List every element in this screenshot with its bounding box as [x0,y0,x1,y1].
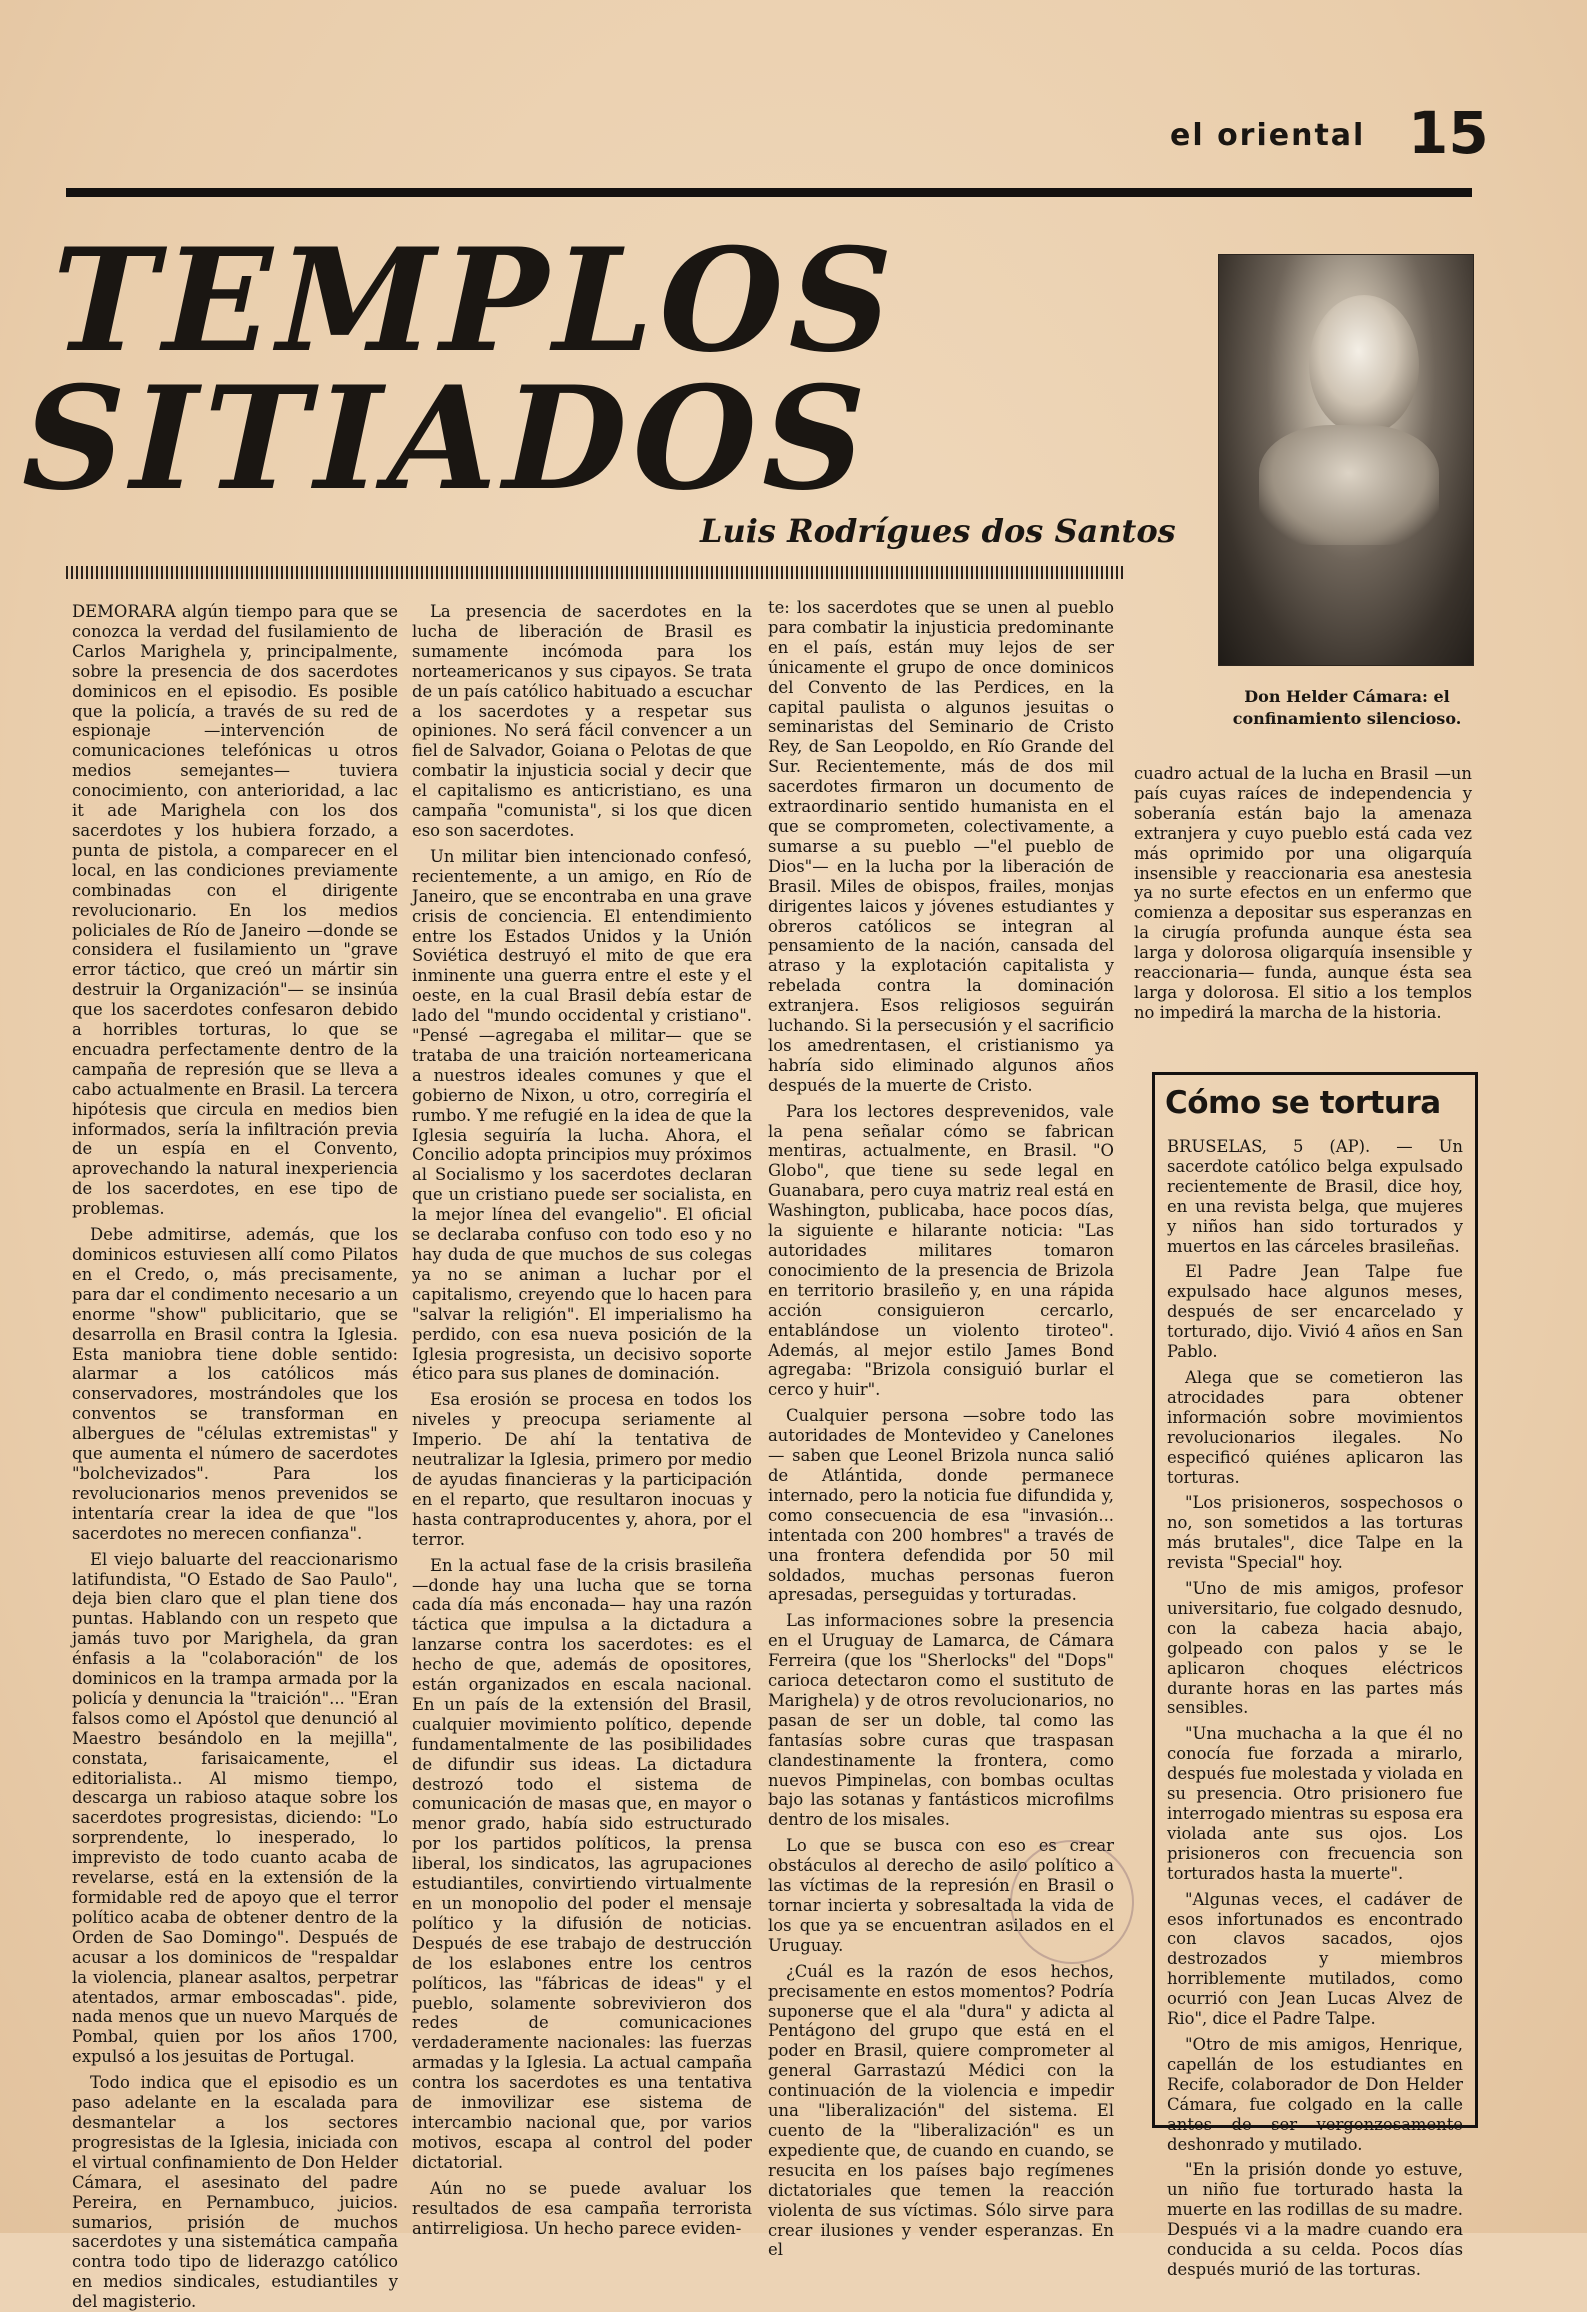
paragraph: Las informaciones sobre la presencia en el Uruguay de Lamarca, de Cámara Ferreira (que los "Sherlocks" del "Dops" carioca detectaron como el sustituto de Marighela) y de otros revolucionarios, no pasan de ser un doble, tal como las fantasías sobre curas que traspasan clandestinamente la frontera, como nuevos Pimpinelas, con bombas ocultas bajo las sotanas y fantásticos microfilms dentro de los misales. [768,1611,1114,1830]
paragraph: "Otro de mis amigos, Henrique, capellán de los estudiantes en Recife, colaborador de Don Helder Cámara, fue colgado en la calle antes de ser vergonzosamente deshonrado y mutilado. [1167,2034,1463,2154]
paragraph: El viejo baluarte del reaccionarismo latifundista, "O Estado de Sao Paulo", deja bien claro que el plan tiene dos puntas. Hablando con un respeto que jamás tuvo por Marighela, da gran énfasis a la "colaboración" de los dominicos en la trampa armada por la policía y denuncia la "traición"... "Eran falsos como el Apóstol que denunció al Maestro besándolo en la mejilla", constata, farisaicamente, el editorialista.. Al mismo tiempo, descarga un rabioso ataque sobre los sacerdotes progresistas, diciendo: "Lo sorprendente, lo inesperado, lo imprevisto de todo cuanto acaba de revelarse, está en la extensión de la formidable red de apoyo que el terror político acaba de obtener dentro de la Orden de Sao Domingo". Después de acusar a los dominicos de "respaldar la violencia, planear asaltos, perpetrar atentados, armar emboscadas". pide, nada menos que un nuevo Marqués de Pombal, quien por los años 1700, expulsó a los jesuitas de Portugal. [72,1549,398,2067]
paragraph: DEMORARA algún tiempo para que se conozca la verdad del fusilamiento de Carlos Marighela y, principalmente, sobre la presencia de dos sacerdotes dominicos en el episodio. Es posible que la policía, a través de su red de espionaje —intervención de comunicaciones telefónicas u otros medios semejantes— tuviera conocimiento, con anterioridad, a lac it ade Marighela con los dos sacerdotes y los hubiera forzado, a punta de pistola, a comparecer en el local, en las condiciones previamente combinadas con el dirigente revolucionario. En los medios policiales de Río de Janeiro —donde se considera el fusilamiento un "grave error táctico, que creó un mártir sin destruir la Organización"— se insinúa que los sacerdotes confesaron debido a horribles torturas, lo que se encuadra perfectamente dentro de la campaña de represión que se lleva a cabo actualmente en Brasil. La tercera hipótesis que circula en medios bien informados, sería la infiltración previa de un espía en el Convento, aprovechando la natural inexperiencia de los sacerdotes, en ese tipo de problemas. [72,602,398,1219]
paragraph: La presencia de sacerdotes en la lucha de liberación de Brasil es sumamente incómoda para los norteamericanos y sus cipayos. Se trata de un país católico habituado a escuchar a los sacerdotes y a respetar sus opiniones. No será fácil convencer a un fiel de Salvador, Goiana o Pelotas de que combatir la injusticia social y decir que el capitalismo es anticristiano, es una campaña "comunista", si los que dicen eso son sacerdotes. [412,602,752,840]
paragraph: Alega que se cometieron las atrocidades para obtener información sobre movimientos revolucionarios ilegales. No especificó quiénes aplicaron las torturas. [1167,1367,1463,1487]
hatched-divider [66,566,1126,579]
sidebar-box [1152,1072,1478,2279]
top-rule [66,188,1472,197]
photo-caption: Don Helder Cámara: el confinamiento silencioso. [1232,687,1462,728]
paragraph: BRUSELAS, 5 (AP). — Un sacerdote católico belga expulsado recientemente de Brasil, dice hoy, en una revista belga, que mujeres y niños han sido torturados y muertos en las cárceles brasileñas. [1167,1137,1463,1256]
byline: Luis Rodrígues dos Santos [700,512,1176,550]
paragraph: Todo indica que el episodio es un paso adelante en la escalada para desmantelar a los sectores progresistas de la Iglesia, iniciada con el virtual confinamiento de Don Helder Cámara, el asesinato del padre Pereira, en Pernambuco, juicios. sumarios, prisión de muchos sacerdotes y una sistemática campaña contra todo tipo de liderazgo católico en medios sindicales, estudiantiles y del magisterio. [72,2073,398,2312]
article-column-4 [1134,764,1472,1024]
paragraph: te: los sacerdotes que se unen al pueblo para combatir la injusticia predominante en el país, están muy lejos de ser únicamente el grupo de once dominicos del Convento de las Perdices, en la capital paulista o algunos jesuitas o seminaristas del Seminario de Cristo Rey, de San Leopoldo, en Río Grande del Sur. Recientemente, más de dos mil sacerdotes firmaron un documento de extraordinario sentido humanista en el que se comprometen, colectivamente, a sumarse a su pueblo —"el pueblo de Dios"— en la lucha por la liberación de Brasil. Miles de obispos, frailes, monjas dirigentes laicos y jóvenes estudiantes y obreros católicos se integran al pensamiento de la nación, cansada del atraso y la explotación capitalista y rebelada contra la dominación extranjera. Esos religiosos seguirán luchando. Si la persecusión y el sacrificio los amedrentasen, el cristianismo ya habría sido eliminado algunos años después de la muerte de Cristo. [768,598,1114,1095]
paragraph: "Los prisioneros, sospechosos o no, son sometidos a las torturas más brutales", dice Talpe en la revista "Special" hoy. [1167,1493,1463,1573]
headline-line-2: SITIADOS [4,356,889,522]
portrait-photo [1218,254,1474,666]
sidebar-body [1167,1137,1463,2279]
paragraph: En la actual fase de la crisis brasileña —donde hay una lucha que se torna cada día más enconada— hay una razón táctica que impulsa a la dictadura a lanzarse contra los sacerdotes: es el hecho de que, además de opositores, están organizados en escala nacional. En un país de la extensión del Brasil, cualquier movimiento político, depende fundamentalmente de las posibilidades de difundir sus ideas. La dictadura destrozó todo el sistema de comunicación de masas que, en mayor o menor grado, había sido estructurado por los partidos políticos, la prensa liberal, los sindicatos, las agrupaciones estudiantiles, convirtiendo virtualmente en un monopolio del poder el mensaje político y la difusión de noticias. Después de ese trabajo de destrucción de los eslabones entre los centros políticos, las "fábricas de ideas" y el pueblo, solamente sobrevivieron dos redes de comunicaciones verdaderamente nacionales: las fuerzas armadas y la Iglesia. La actual campaña contra los sacerdotes es una tentativa de inmovilizar ese sistema de intercambio nacional que, por varios motivos, escapa al control del poder dictatorial. [412,1555,752,2172]
paragraph: "Uno de mis amigos, profesor universitario, fue colgado desnudo, con la cabeza hacia abajo, golpeado con palos y se le aplicaron choques eléctricos durante horas en las partes más sensibles. [1167,1579,1463,1718]
paragraph: Aún no se puede avaluar los resultados de esa campaña terrorista antirreligiosa. Un hecho parece eviden- [412,2178,752,2238]
paragraph: Para los lectores desprevenidos, vale la pena señalar cómo se fabrican mentiras, actualmente, en Brasil. "O Globo", que tiene su sede legal en Guanabara, pero cuya matriz real está en Washington, publicaba, hace pocos días, la siguiente e hilarante noticia: "Las autoridades militares tomaron conocimiento de la presencia de Brizola en territorio brasileño y, en una rápida acción consiguieron cercarlo, entablándose un violento tiroteo". Además, al mejor estilo James Bond agregaba: "Brizola consiguió burlar el cerco y huir". [768,1101,1114,1400]
paragraph: ¿Cuál es la razón de esos hechos, precisamente en estos momentos? Podría suponerse que el ala "dura" y adicta al Pentágono del grupo que está en el poder en Brasil, quiere comprometer al general Garrastazú Médici con la continuación de la violencia e impedir una "liberalización" del sistema. El cuento de la "liberalización" es un expediente que, de cuando en cuando, se resucita en los países bajo regímenes dictatoriales que temen la reacción violenta de sus víctimas. Sólo sirve para crear ilusiones y vender esperanzas. En el [768,1961,1114,2260]
paragraph: "En la prisión donde yo estuve, un niño fue torturado hasta la muerte en las rodillas de su madre. Después vi a la madre cuando era conducida a su celda. Pocos días después murió de las torturas. [1167,2160,1463,2279]
paragraph: Lo que se busca con eso es crear obstáculos al derecho de asilo político a las víctimas de la represión en Brasil o tornar incierta y sobresaltada la vida de los que ya se encuentran asilados en el Uruguay. [768,1836,1114,1955]
paragraph: Esa erosión se procesa en todos los niveles y preocupa seriamente al Imperio. De ahí la tentativa de neutralizar la Iglesia, primero por medio de ayudas financieras y la participación en el reparto, que resultaron inocuas y hasta contraproducentes y, ahora, por el terror. [412,1390,752,1549]
headline [4,218,966,522]
page-number: 15 [1408,99,1489,167]
article-column-1 [72,602,398,2312]
paragraph: Cualquier persona —sobre todo las autoridades de Montevideo y Canelones— saben que Leonel Brizola nunca salió de Atlántida, donde permanece internado, pero la noticia fue difundida y, como consecuencia de esa "invasión... intentada con 200 hombres" a través de una frontera defendida por 50 mil soldados, muchas personas fueron apresadas, perseguidas y torturadas. [768,1406,1114,1605]
paragraph: El Padre Jean Talpe fue expulsado hace algunos meses, después de ser encarcelado y torturado, dijo. Vivió 4 años en San Pablo. [1167,1262,1463,1362]
paragraph: "Una muchacha a la que él no conocía fue forzada a mirarlo, después fue molestada y violada en su presencia. Otro prisionero fue interrogado mientras su esposa era violada ante sus ojos. Los prisioneros con frecuencia son torturados hasta la muerte". [1167,1724,1463,1883]
paragraph: Un militar bien intencionado confesó, recientemente, a un amigo, en Río de Janeiro, que se encontraba en una grave crisis de conciencia. El entendimiento entre los Estados Unidos y la Unión Soviética destruyó el mito de que era inminente una guerra entre el este y el oeste, en la cual Brasil debía estar de lado del "mundo occidental y cristiano". "Pensé —agregaba el militar— que se trataba de una traición norteamericana a nuestros ideales comunes y que el gobierno de Nixon, u otro, corregiría el rumbo. Y me refugié en la idea de que la Iglesia seguiría la lucha. Ahora, el Concilio adopta principios muy próximos al Socialismo y los sacerdotes declaran que un cristiano puede ser socialista, en la mejor línea del evangelio". El oficial se declaraba confuso con todo eso y no hay duda de que muchos de sus colegas ya no se animan a luchar por el capitalismo, creyendo que lo hacen para "salvar la religión". El imperialismo ha perdido, con esa nueva posición de la Iglesia progresista, un decisivo soporte ético para sus planes de dominación. [412,846,752,1384]
headline-line-1: TEMPLOS [33,218,915,384]
masthead: el oriental [1170,118,1366,153]
paragraph: cuadro actual de la lucha en Brasil —un país cuyas raíces de independencia y soberanía están bajo la amenaza extranjera y cuyo pueblo está cada vez más oprimido por una oligarquía insensible y reaccionaria esa anestesia ya no surte efectos en un enfermo que comienza a depositar sus esperanzas en la cirugía profunda aunque ésta sea larga y dolorosa oligarquía insensible y reaccionaria— funda, aunque ésta sea larga y dolorosa. El sitio a los templos no impedirá la marcha de la historia. [1134,764,1472,1022]
portrait-face [1309,295,1419,435]
library-stamp [1010,1840,1134,1964]
paragraph: Debe admitirse, además, que los dominicos estuviesen allí como Pilatos en el Credo, o, más precisamente, para dar el condimento necesario a un enorme "show" publicitario, que se desarrolla en Brasil contra la Iglesia. Esta maniobra tiene doble sentido: alarmar a los católicos más conservadores, mostrándoles que los conventos se transforman en albergues de "células extremistas" y que aumenta el número de sacerdotes "bolchevizados". Para los revolucionarios menos prevenidos se intentaría crear la idea de que "los sacerdotes no merecen confianza". [72,1225,398,1543]
sidebar-title: Cómo se tortura [1165,1085,1441,1121]
article-column-2 [412,602,752,2238]
paragraph: "Algunas veces, el cadáver de esos infortunados es encontrado con clavos sacados, ojos destrozados y miembros horriblemente mutilados, como ocurrió con Jean Lucas Alvez de Rio", dice el Padre Talpe. [1167,1889,1463,2029]
portrait-hands [1259,425,1439,545]
